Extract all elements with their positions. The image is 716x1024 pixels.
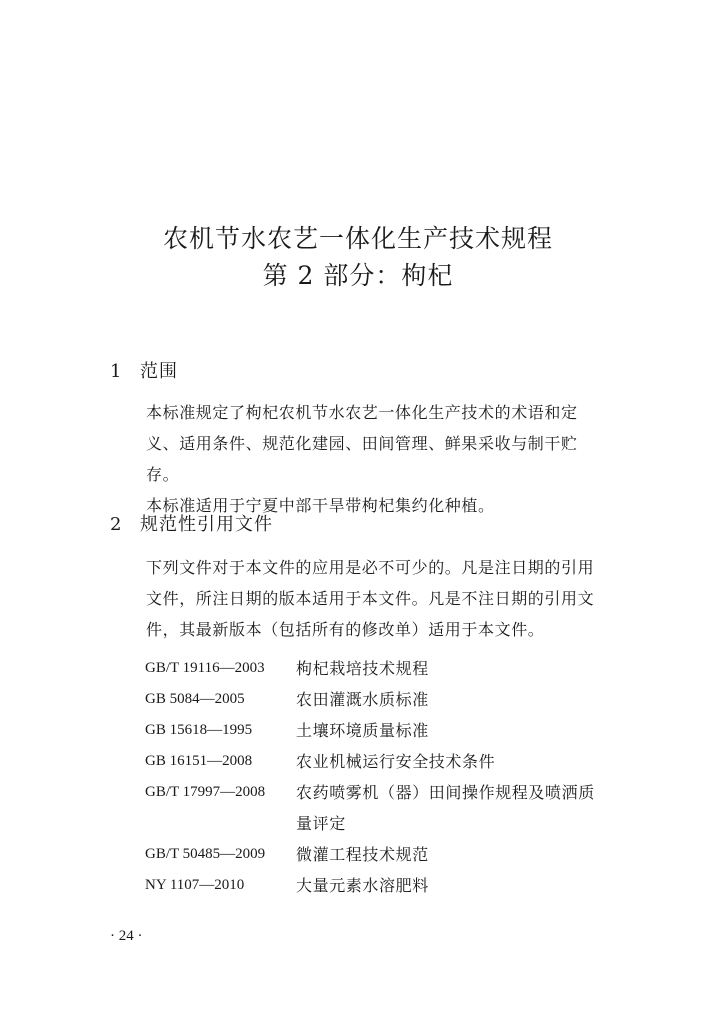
section-2-body — [110, 552, 600, 645]
reference-code: NY 1107—2010 — [145, 877, 245, 893]
section-heading-normative-references — [110, 510, 273, 536]
reference-code: GB 16151—2008 — [145, 753, 253, 769]
reference-code: GB/T 19116—2003 — [145, 660, 265, 676]
reference-item — [145, 715, 615, 746]
paragraph: 本标准规定了枸杞农机节水农艺一体化生产技术的术语和定义、适用条件、规范化建园、田间管理、鲜果采收与制干贮存。 — [146, 403, 578, 484]
reference-title: 农业机械运行安全技术条件 — [296, 752, 496, 771]
reference-code: GB 5084—2005 — [145, 691, 245, 707]
page-number: · 24 · — [110, 928, 143, 944]
reference-item — [145, 777, 615, 839]
reference-title: 大量元素水溶肥料 — [296, 876, 429, 895]
paragraph: 下列文件对于本文件的应用是必不可少的。凡是注日期的引用文件，所注日期的版本适用于本文件。凡是不注日期的引用文件，其最新版本（包括所有的修改单）适用于本文件。 — [146, 558, 595, 639]
reference-list — [145, 653, 615, 901]
reference-item — [145, 653, 615, 684]
reference-title: 农药喷雾机（器）田间操作规程及喷洒质量评定 — [296, 783, 595, 833]
reference-code: GB/T 17997—2008 — [145, 784, 266, 800]
reference-title: 微灌工程技术规范 — [296, 845, 429, 864]
section-1-body — [110, 397, 600, 521]
section-number: 2 — [110, 514, 123, 535]
section-number: 1 — [110, 361, 123, 382]
section-heading-scope — [110, 357, 178, 383]
section-title: 范围 — [140, 361, 178, 382]
paragraph: 本标准适用于宁夏中部干旱带枸杞集约化种植。 — [146, 496, 495, 515]
reference-code: GB 15618—1995 — [145, 722, 253, 738]
document-subtitle: 第 2 部分：枸杞 — [262, 261, 454, 290]
reference-title: 土壤环境质量标准 — [296, 721, 429, 740]
reference-code: GB/T 50485—2009 — [145, 846, 266, 862]
reference-item — [145, 684, 615, 715]
reference-item — [145, 839, 615, 870]
reference-title: 农田灌溉水质标准 — [296, 690, 429, 709]
reference-item — [145, 746, 615, 777]
document-title: 农机节水农艺一体化生产技术规程 — [162, 224, 553, 253]
reference-item — [145, 870, 615, 901]
reference-title: 枸杞栽培技术规程 — [296, 659, 429, 678]
section-title: 规范性引用文件 — [140, 514, 273, 535]
